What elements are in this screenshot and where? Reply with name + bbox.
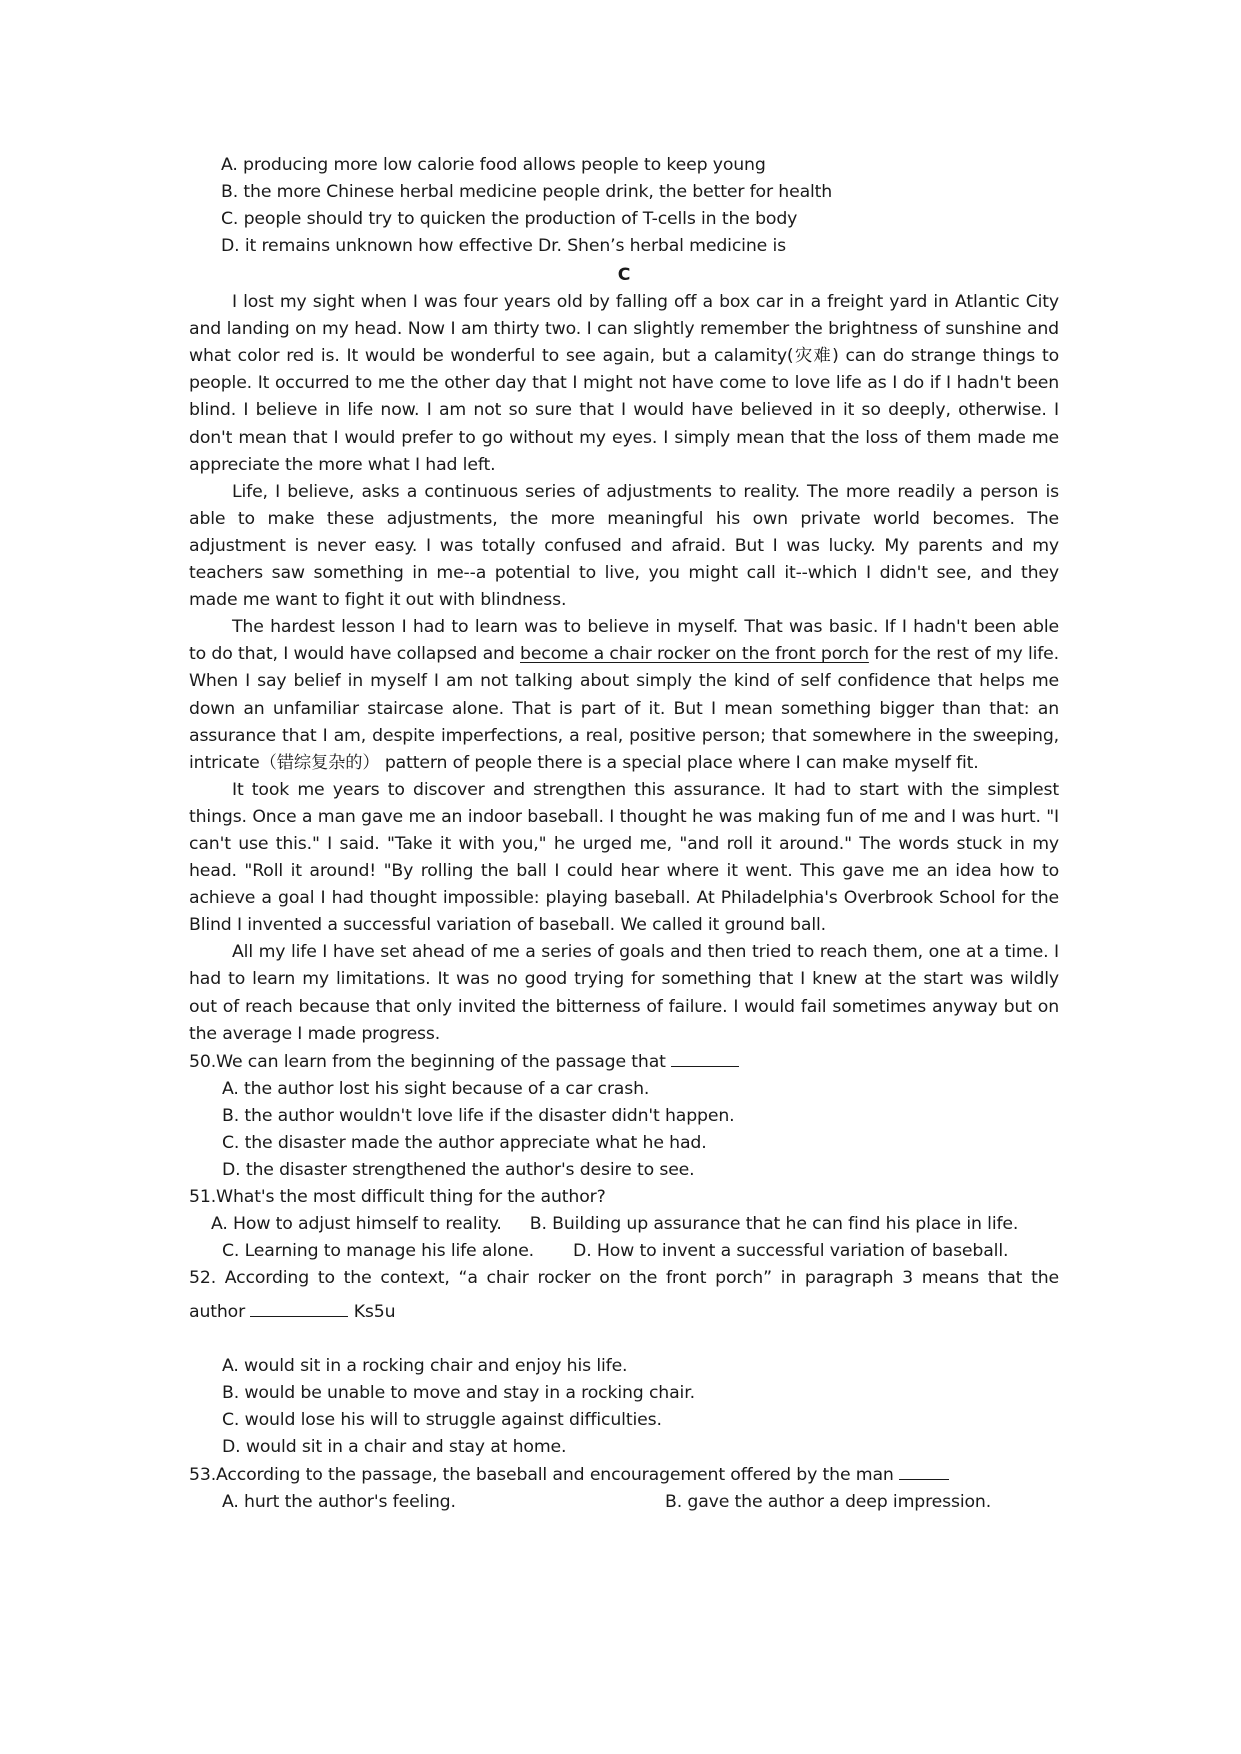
option-a: A. the author lost his sight because of a car crash. [222,1078,650,1099]
previous-question-options [221,152,1051,260]
question-text: 53.According to the passage, the baseball and encouragement offered by the man [189,1465,894,1486]
option-c: C. would lose his will to struggle against difficulties. [222,1409,662,1430]
answer-blank [250,1298,348,1317]
option-b: B. would be unable to move and stay in a rocking chair. [222,1382,695,1403]
question-51 [189,1184,1059,1265]
option-a: A. How to adjust himself to reality. [211,1214,502,1235]
question-options [189,1489,1059,1516]
option-a: A. would sit in a rocking chair and enjoy his life. [222,1355,628,1376]
question-stem: 51.What's the most difficult thing for the author? [189,1187,606,1208]
paragraph-4: It took me years to discover and strengthen this assurance. It had to start with the simplest things. Once a man gave me an indoor baseball. I thought he was making fun of me and I was hurt. "I can't use this." I said. "Take it with you," he urged me, "and roll it around." The words stuck in my head. "Roll it around! "By rolling the ball I could hear where it went. This gave me an idea how to achieve a goal I had thought impossible: playing baseball. At Philadelphia's Overbrook School for the Blind I invented a successful variation of baseball. We called it ground ball. [189,779,1059,936]
question-50 [189,1048,1059,1184]
question-53 [189,1461,1059,1516]
question-stem-continued [189,1298,1059,1326]
paragraph-5: All my life I have set ahead of me a series of goals and then tried to reach them, one at a time. I had to learn my limitations. It was no good trying for something that I knew at the start was wildly out of reach because that only invited the bitterness of failure. I would fail sometimes anyway but on the average I made progress. [189,942,1059,1044]
paragraph-1: I lost my sight when I was four years old by falling off a box car in a freight yard in Atlantic City and landing on my head. Now I am thirty two. I can slightly remember the brightness of sunshine and what color red is. It would be wonderful to see again, but a calamity(灾难) can do strange things to people. It occurred to me the other day that I might not have come to love life as I do if I hadn't been blind. I believe in life now. I am not so sure that I would have believed in it so deeply, otherwise. I don't mean that I would prefer to go without my eyes. I simply mean that the loss of them made me appreciate the more what I had left. [189,292,1059,475]
answer-blank [899,1461,949,1480]
option-c: C. the disaster made the author appreciate what he had. [222,1133,707,1153]
passage-c [189,262,1059,1516]
question-options [189,1353,1059,1461]
option-b: B. the author wouldn't love life if the disaster didn't happen. [222,1105,735,1126]
option-b: B. Building up assurance that he can find his place in life. [529,1214,1019,1235]
question-text: 50.We can learn from the beginning of the passage that [189,1051,666,1072]
option-d: D. How to invent a successful variation of baseball. [573,1241,1009,1262]
answer-blank [671,1048,739,1067]
paragraph-3-text-a: The hardest lesson I had to learn was to believe in myself. That was basic. If I hadn't been able to do that, I would have collapsed and [189,617,1059,665]
option-b: B. the more Chinese herbal medicine people drink, the better for health [221,182,833,203]
option-d: D. it remains unknown how effective Dr. Shen’s herbal medicine is [221,236,786,257]
option-d: D. the disaster strengthened the author's desire to see. [222,1160,695,1181]
watermark-text: Ks5u [353,1301,396,1322]
section-heading: C [617,265,631,285]
option-a: A. hurt the author's feeling. [222,1492,456,1513]
question-text: author [189,1301,246,1322]
option-c: C. Learning to manage his life alone. [222,1241,535,1262]
question-52 [189,1265,1059,1461]
question-options [189,1076,1059,1184]
question-stem [189,1461,1059,1489]
question-stem [189,1048,1059,1076]
paragraph-3 [189,614,1059,777]
option-a: A. producing more low calorie food allows people to keep young [221,155,766,175]
question-options-row-1 [189,1211,1059,1238]
paragraph-3-text-b: for the rest of my life. When I say belief in myself I am not talking about simply the kind of self confidence that helps me down an unfamiliar staircase alone. That is part of it. But I mean something bigger than that: an assurance that I am, despite imperfections, a real, positive person; that somewhere in the sweeping, intricate（错综复杂的） pattern of people there is a special place where I can make myself fit. [189,644,1060,773]
question-stem: 52. According to the context, “a chair rocker on the front porch” in paragraph 3 means that the [189,1268,1059,1289]
option-c: C. people should try to quicken the production of T-cells in the body [221,209,798,230]
option-b: B. gave the author a deep impression. [665,1492,992,1513]
paragraph-2: Life, I believe, asks a continuous series of adjustments to reality. The more readily a person is able to make these adjustments, the more meaningful his own private world becomes. The adjustment is never easy. I was totally confused and afraid. But I was lucky. My parents and my teachers saw something in me--a potential to live, you might call it--which I didn't see, and they made me want to fight it out with blindness. [189,481,1059,611]
question-options-row-2 [189,1238,1059,1265]
spacer [189,1326,1059,1353]
underlined-phrase: become a chair rocker on the front porch [520,644,869,665]
option-d: D. would sit in a chair and stay at home. [222,1436,567,1457]
